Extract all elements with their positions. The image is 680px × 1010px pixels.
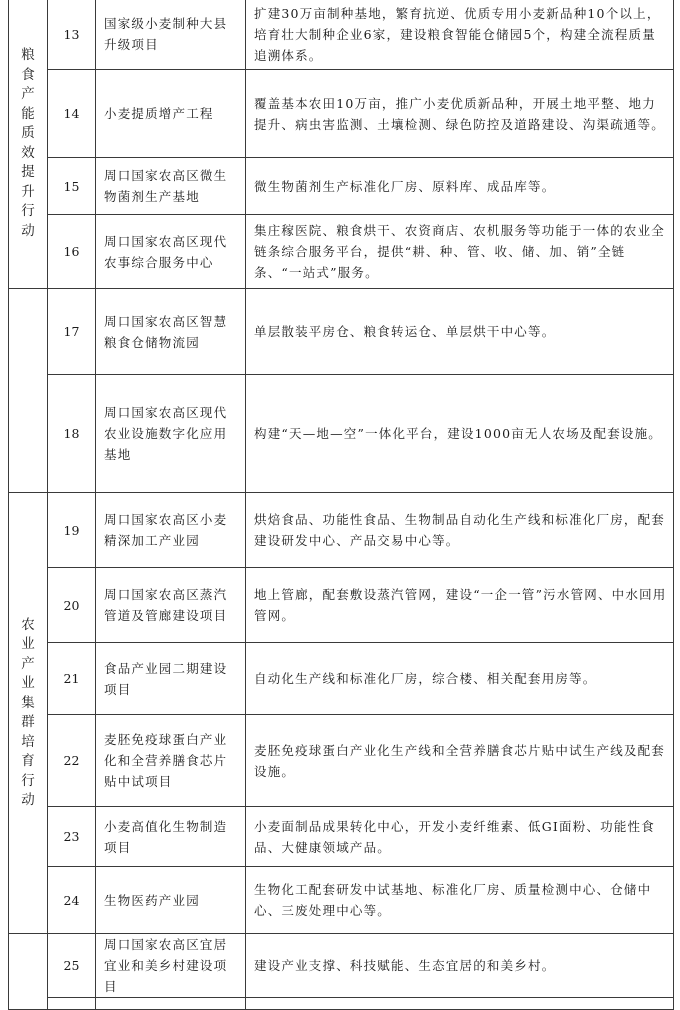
project-name: 食品产业园二期建设项目 (96, 643, 246, 715)
row-number: 13 (48, 0, 96, 70)
project-name: 周口国家农高区小麦精深加工产业园 (96, 493, 246, 568)
project-name: 小麦高值化生物制造项目 (96, 807, 246, 867)
row-number: 22 (48, 715, 96, 807)
category-cell-industry (9, 493, 48, 934)
table-row (9, 0, 674, 70)
row-number: 25 (48, 934, 96, 998)
project-name-empty (96, 998, 246, 1010)
project-name: 周口国家农高区宜居宜业和美乡村建设项目 (96, 934, 246, 998)
row-number: 18 (48, 375, 96, 493)
project-content: 地上管廊，配套敷设蒸汽管网，建设“一企一管”污水管网、中水回用管网。 (246, 568, 674, 643)
table-row (9, 867, 674, 934)
project-name: 麦胚免疫球蛋白产业化和全营养膳食芯片贴中试项目 (96, 715, 246, 807)
project-name: 国家级小麦制种大县升级项目 (96, 0, 246, 70)
table-row (9, 807, 674, 867)
row-number: 17 (48, 289, 96, 375)
row-number-empty (48, 998, 96, 1010)
row-number: 21 (48, 643, 96, 715)
project-name: 周口国家农高区现代农业设施数字化应用基地 (96, 375, 246, 493)
project-content: 小麦面制品成果转化中心，开发小麦纤维素、低GI面粉、功能性食品、大健康领域产品。 (246, 807, 674, 867)
table-row (9, 215, 674, 289)
project-name: 周口国家农高区微生物菌剂生产基地 (96, 158, 246, 215)
project-content: 单层散装平房仓、粮食转运仓、单层烘干中心等。 (246, 289, 674, 375)
table-row (9, 70, 674, 158)
category-cell-next (9, 934, 48, 1010)
project-table (8, 0, 674, 1010)
table-row (9, 289, 674, 375)
table-row (9, 493, 674, 568)
project-content: 自动化生产线和标准化厂房，综合楼、相关配套用房等。 (246, 643, 674, 715)
row-number: 24 (48, 867, 96, 934)
table-row (9, 715, 674, 807)
project-content: 构建“天—地—空”一体化平台，建设1000亩无人农场及配套设施。 (246, 375, 674, 493)
project-content: 生物化工配套研发中试基地、标准化厂房、质量检测中心、仓储中心、三废处理中心等。 (246, 867, 674, 934)
table-row (9, 158, 674, 215)
table-row (9, 643, 674, 715)
project-content: 烘焙食品、功能性食品、生物制品自动化生产线和标准化厂房，配套建设研发中心、产品交易中心等。 (246, 493, 674, 568)
project-content-empty (246, 998, 674, 1010)
row-number: 20 (48, 568, 96, 643)
row-number: 23 (48, 807, 96, 867)
row-number: 15 (48, 158, 96, 215)
category-cell-grain (9, 0, 48, 289)
table-row (9, 934, 674, 998)
table-row (9, 375, 674, 493)
project-content: 扩建30万亩制种基地，繁育抗逆、优质专用小麦新品种10个以上，培育壮大制种企业6家，建设粮食智能仓储园5个，构建全流程质量追溯体系。 (246, 0, 674, 70)
table-row-partial (9, 998, 674, 1010)
row-number: 19 (48, 493, 96, 568)
project-name: 周口国家农高区智慧粮食仓储物流园 (96, 289, 246, 375)
project-name: 小麦提质增产工程 (96, 70, 246, 158)
project-name: 周口国家农高区蒸汽管道及管廊建设项目 (96, 568, 246, 643)
project-content: 覆盖基本农田10万亩，推广小麦优质新品种，开展土地平整、地力提升、病虫害监测、土壤检测、绿色防控及道路建设、沟渠疏通等。 (246, 70, 674, 158)
category-label: 粮食产能质效提升行动 (21, 47, 35, 239)
category-cell-grain-continued (9, 289, 48, 493)
project-content: 麦胚免疫球蛋白产业化生产线和全营养膳食芯片贴中试生产线及配套设施。 (246, 715, 674, 807)
row-number: 16 (48, 215, 96, 289)
table-row (9, 568, 674, 643)
project-content: 微生物菌剂生产标准化厂房、原料库、成品库等。 (246, 158, 674, 215)
row-number: 14 (48, 70, 96, 158)
project-content: 建设产业支撑、科技赋能、生态宜居的和美乡村。 (246, 934, 674, 998)
project-name: 周口国家农高区现代农事综合服务中心 (96, 215, 246, 289)
category-label: 农业产业集群培育行动 (21, 616, 35, 808)
project-name: 生物医药产业园 (96, 867, 246, 934)
project-content: 集庄稼医院、粮食烘干、农资商店、农机服务等功能于一体的农业全链条综合服务平台，提供“耕、种、管、收、储、加、销”全链条、“一站式”服务。 (246, 215, 674, 289)
